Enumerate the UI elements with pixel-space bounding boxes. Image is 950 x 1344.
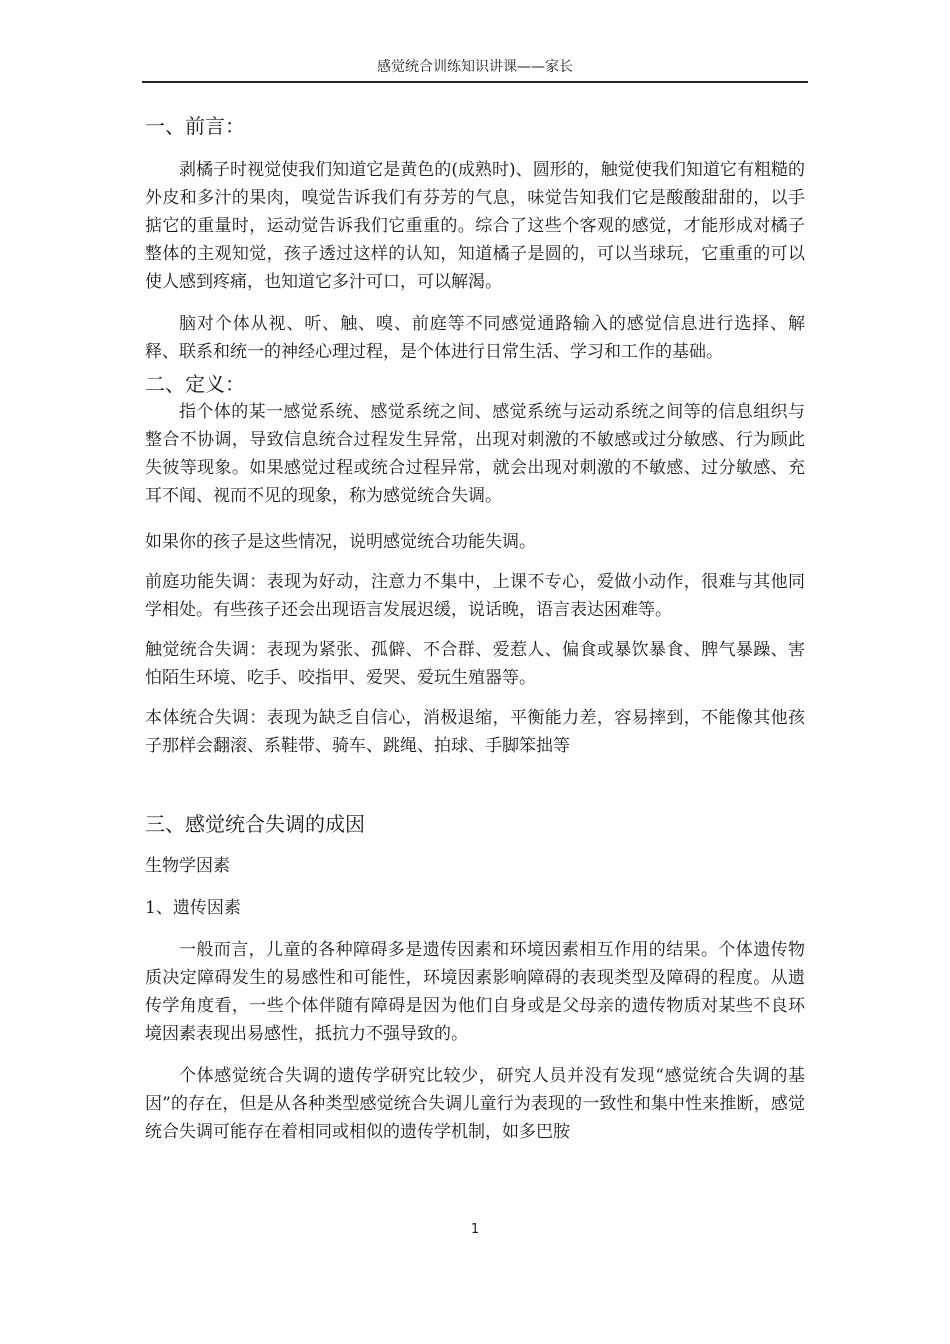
document-body bbox=[145, 102, 805, 1146]
definition-heading: 二、定义： bbox=[145, 372, 245, 396]
symptom-proprioceptive: 本体统合失调：表现为缺乏自信心，消极退缩，平衡能力差，容易摔到，不能像其他孩子那样会翻滚、系鞋带、骑车、跳绳、拍球、手脚笨拙等 bbox=[145, 708, 805, 756]
definition-paragraph: 指个体的某一感觉系统、感觉系统之间、感觉系统与运动系统之间等的信息组织与整合不协调，导致信息统合过程发生异常，出现对刺激的不敏感或过分敏感、行为顾此失彼等现象。如果感觉过程或统合过程异常，就会出现对刺激的不敏感、过分敏感、充耳不闻、视而不见的现象，称为感觉统合失调。 bbox=[145, 402, 805, 506]
genetic-factor-heading: 1、遗传因素 bbox=[145, 898, 241, 918]
causes-subheading: 生物学因素 bbox=[145, 856, 230, 876]
causes-paragraph-2: 个体感觉统合失调的遗传学研究比较少，研究人员并没有发现“感觉统合失调的基因”的存在，但是从各种类型感觉统合失调儿童行为表现的一致性和集中性来推断，感觉统合失调可能存在着相同或相似的遗传学机制，如多巴胺 bbox=[145, 1066, 805, 1142]
preface-paragraph-1: 剥橘子时视觉使我们知道它是黄色的(成熟时)、圆形的，触觉使我们知道它有粗糙的外皮和多汁的果肉，嗅觉告诉我们有芬芳的气息，味觉告知我们它是酸酸甜甜的，以手掂它的重量时，运动觉告诉我们它重重的。综合了这些个客观的感觉，才能形成对橘子整体的主观知觉，孩子透过这样的认知，知道橘子是圆的，可以当球玩，它重重的可以使人感到疼痛，也知道它多汁可口，可以解渴。 bbox=[145, 160, 805, 292]
header-rule bbox=[142, 81, 808, 83]
page-header-title: 感觉统合训练知识讲课——家长 bbox=[377, 59, 573, 75]
preface-heading: 一、前言： bbox=[145, 114, 245, 138]
symptom-intro: 如果你的孩子是这些情况，说明感觉统合功能失调。 bbox=[145, 532, 536, 552]
symptom-vestibular: 前庭功能失调：表现为好动，注意力不集中，上课不专心，爱做小动作，很难与其他同学相处。有些孩子还会出现语言发展迟缓，说话晚，语言表达困难等。 bbox=[145, 572, 805, 620]
symptom-tactile: 触觉统合失调：表现为紧张、孤僻、不合群、爱惹人、偏食或暴饮暴食、脾气暴躁、害怕陌生环境、吃手、咬指甲、爱哭、爱玩生殖器等。 bbox=[145, 640, 805, 688]
preface-paragraph-2: 脑对个体从视、听、触、嗅、前庭等不同感觉通路输入的感觉信息进行选择、解释、联系和统一的神经心理过程，是个体进行日常生活、学习和工作的基础。 bbox=[145, 314, 805, 362]
page-number: 1 bbox=[470, 1222, 480, 1237]
causes-heading: 三、感觉统合失调的成因 bbox=[145, 812, 365, 836]
causes-paragraph-1: 一般而言，儿童的各种障碍多是遗传因素和环境因素相互作用的结果。个体遗传物质决定障碍发生的易感性和可能性，环境因素影响障碍的表现类型及障碍的程度。从遗传学角度看，一些个体伴随有障碍是因为他们自身或是父母亲的遗传物质对某些不良环境因素表现出易感性，抵抗力不强导致的。 bbox=[145, 940, 805, 1044]
